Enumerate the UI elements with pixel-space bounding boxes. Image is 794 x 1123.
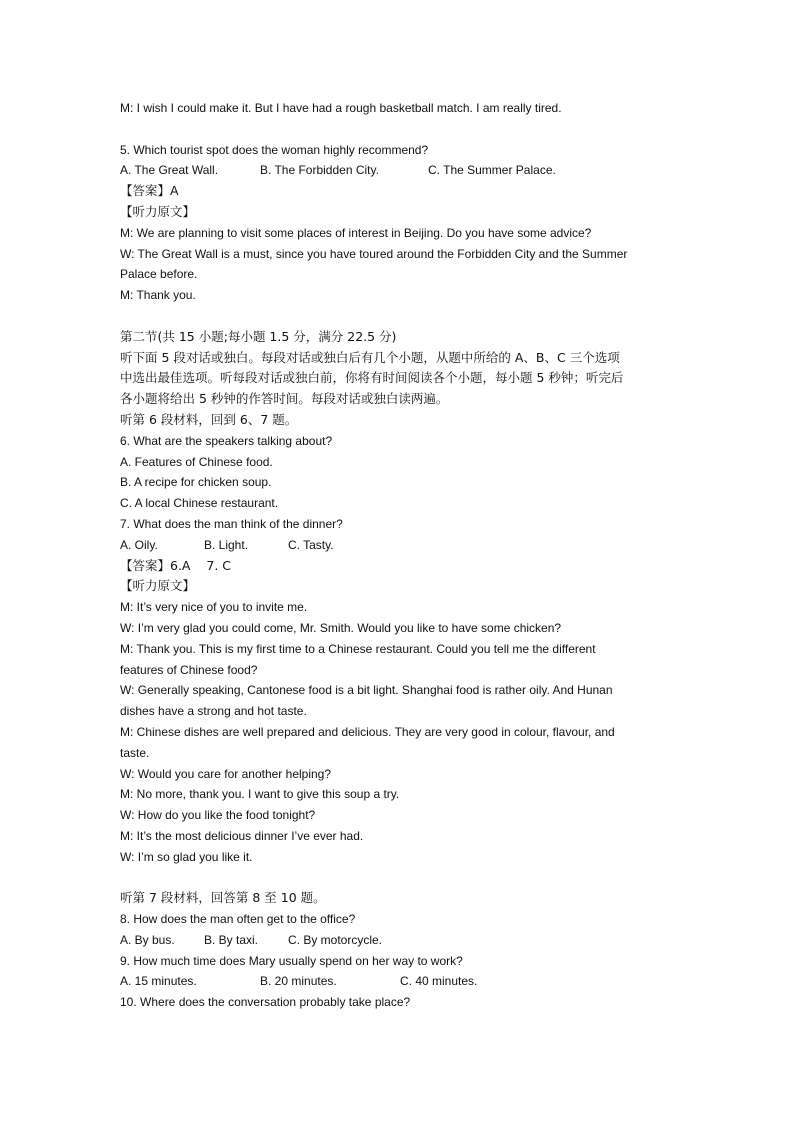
option-b: B. A recipe for chicken soup. [120,475,272,490]
option-c: C. The Summer Palace. [428,163,556,178]
blank-line [120,119,720,140]
options-q8 [120,930,720,951]
answer-label: 【答案】A [120,183,179,199]
text-line: dishes have a strong and hot taste. [120,704,307,719]
option-c: C. Tasty. [288,537,334,552]
option-b: B. 20 minutes. [260,974,337,989]
text-line: M: I wish I could make it. But I have had a rough basketball match. I am really tired. [120,101,562,115]
option-a: A. The Great Wall. [120,163,219,178]
blank-line [120,306,720,327]
answer-label: 【答案】6.A 7. C [120,557,231,573]
text-line: W: Would you care for another helping? [120,766,332,781]
instructions-line: 听下面 5 段对话或独白。每段对话或独白后有几个小题，从题中所给的 A、B、C 三个选项 [120,349,620,365]
question-5: 5. Which tourist spot does the woman highly recommend? [120,142,429,157]
text-line: M: Thank you. [120,288,196,303]
option-a: A. 15 minutes. [120,974,197,989]
option-a: A. Features of Chinese food. [120,454,273,469]
text-line: W: How do you like the food tonight? [120,808,316,823]
text-line: Palace before. [120,267,198,282]
option-b: B. The Forbidden City. [260,163,379,178]
text-line: M: It’s the most delicious dinner I’ve ever had. [120,828,364,843]
question-10: 10. Where does the conversation probably take place? [120,995,411,1010]
text-line: M: Chinese dishes are well prepared and delicious. They are very good in colour, flavour, and [120,724,615,739]
question-6: 6. What are the speakers talking about? [120,433,333,448]
text-line: M: It’s very nice of you to invite me. [120,600,308,615]
question-9: 9. How much time does Mary usually spend on her way to work? [120,953,463,968]
document-body [120,98,720,1013]
text-line: M: We are planning to visit some places of interest in Beijing. Do you have some advice? [120,225,592,240]
text-line: M: No more, thank you. I want to give this soup a try. [120,787,400,802]
option-a: A. By bus. [120,932,175,947]
text-line: W: I’m very glad you could come, Mr. Smith. Would you like to have some chicken? [120,620,562,635]
transcript-label: 【听力原文】 [120,578,196,594]
instructions-line: 各小题将给出 5 秒钟的作答时间。每段对话或独白读两遍。 [120,391,449,407]
options-q7 [120,535,720,556]
text-line: M: Thank you. This is my first time to a Chinese restaurant. Could you tell me the different [120,641,596,656]
transcript-label: 【听力原文】 [120,203,196,219]
material-heading: 听第 7 段材料，回答第 8 至 10 题。 [120,890,326,906]
text-line: W: I’m so glad you like it. [120,849,253,864]
option-c: C. 40 minutes. [400,974,478,989]
question-8: 8. How does the man often get to the office? [120,912,356,927]
options-q9 [120,971,720,992]
option-c: C. By motorcycle. [288,932,383,947]
instructions-line: 中选出最佳选项。听每段对话或独白前，你将有时间阅读各个小题，每小题 5 秒钟；听完后 [120,370,624,386]
text-line: features of Chinese food? [120,662,258,677]
option-a: A. Oily. [120,537,158,552]
options-q5 [120,160,720,181]
text-line: taste. [120,745,150,760]
section-heading: 第二节(共 15 小题;每小题 1.5 分，满分 22.5 分) [120,328,397,344]
option-c: C. A local Chinese restaurant. [120,496,279,511]
text-line: W: The Great Wall is a must, since you have toured around the Forbidden City and the Summer [120,246,628,261]
option-b: B. By taxi. [204,932,259,947]
material-heading: 听第 6 段材料，回到 6、7 题。 [120,411,298,427]
option-b: B. Light. [204,537,249,552]
blank-line [120,867,720,888]
question-7: 7. What does the man think of the dinner? [120,516,343,531]
text-line: W: Generally speaking, Cantonese food is a bit light. Shanghai food is rather oily. And Hunan [120,683,613,698]
